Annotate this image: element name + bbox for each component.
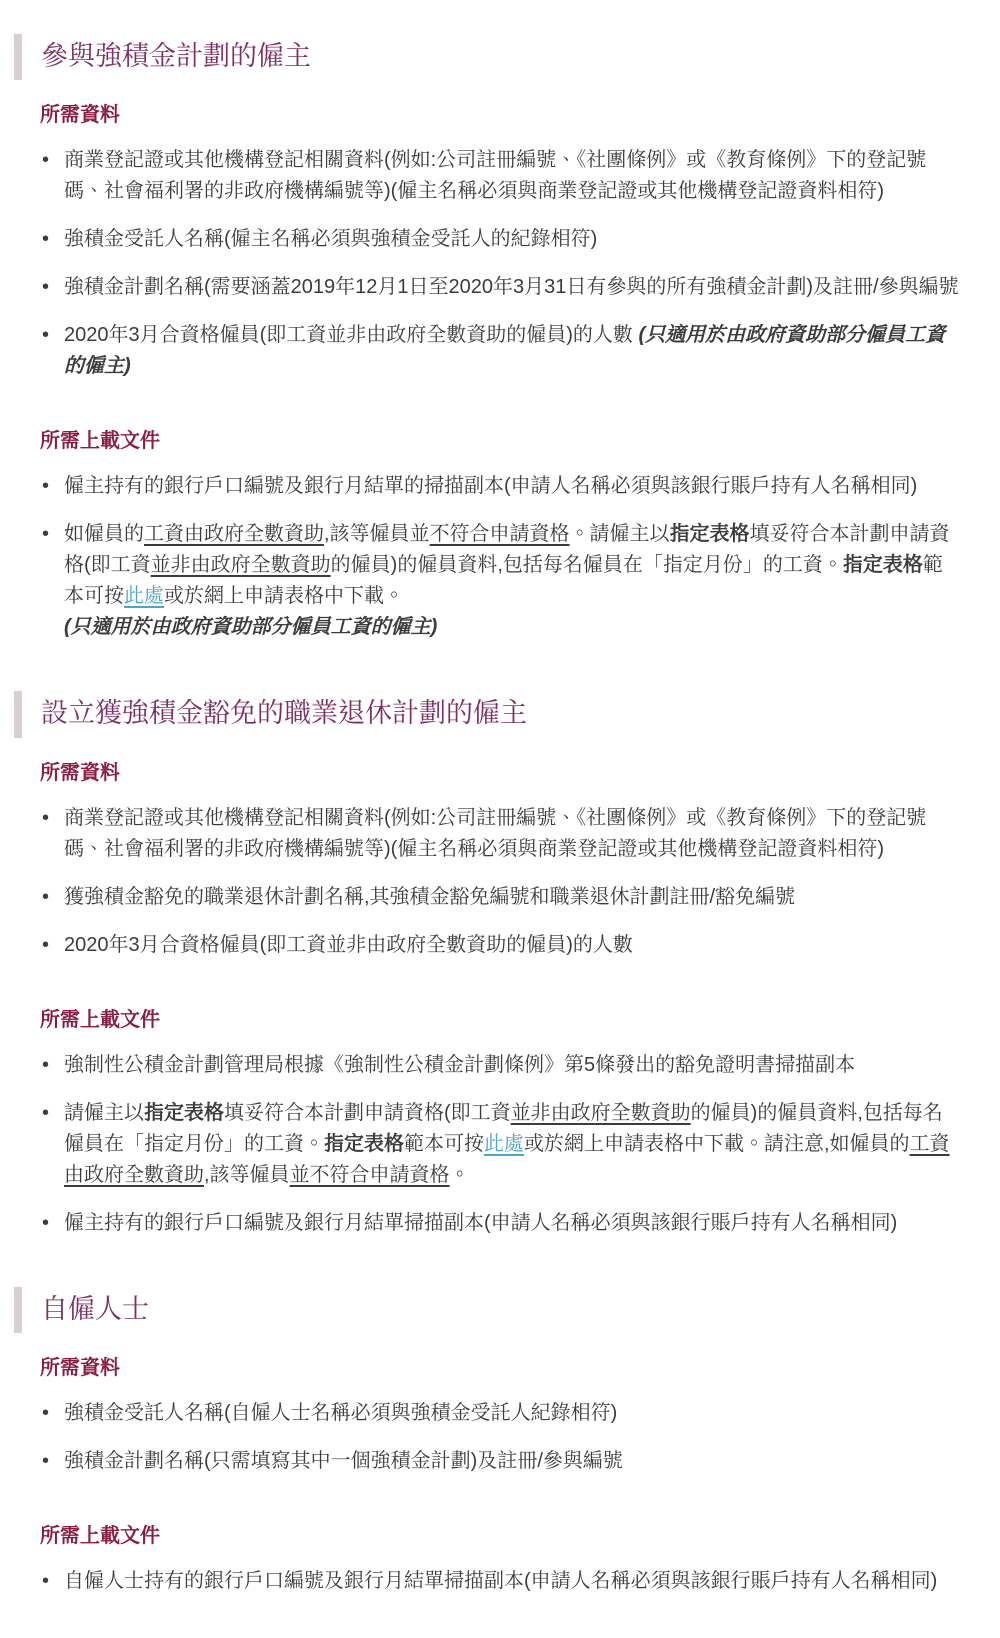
text-segment: 。請僱主以 bbox=[569, 523, 670, 546]
list-item bbox=[40, 882, 962, 913]
list-item bbox=[40, 1398, 962, 1429]
text-segment: 。 bbox=[449, 1163, 470, 1186]
list-item bbox=[40, 1566, 962, 1597]
text-segment: 強積金受託人名稱(自僱人士名稱必須與強積金受託人紀錄相符) bbox=[64, 1402, 618, 1425]
text-segment: 不符合申請資格 bbox=[429, 523, 570, 546]
text-segment: 範本可按 bbox=[404, 1132, 484, 1155]
inline-link[interactable]: 此處 bbox=[484, 1132, 524, 1155]
section-title: 自僱人士 bbox=[41, 1293, 149, 1324]
text-segment: ,該等僱員並 bbox=[324, 523, 430, 546]
section-heading bbox=[14, 1287, 962, 1333]
list-item bbox=[40, 1446, 962, 1477]
required-info-list bbox=[40, 145, 962, 382]
text-segment: 自僱人士持有的銀行戶口編號及銀行月結單掃描副本(申請人名稱必須與該銀行賬戶持有人名稱相同) bbox=[64, 1570, 938, 1593]
subheading-required-uploads: 所需上載文件 bbox=[40, 430, 160, 453]
required-uploads-list bbox=[40, 1050, 962, 1239]
required-uploads-list bbox=[40, 471, 962, 643]
list-item bbox=[40, 471, 962, 502]
text-segment: 強積金計劃名稱(需要涵蓋2019年12月1日至2020年3月31日有參與的所有強積金計劃)及註冊/參與編號 bbox=[64, 276, 959, 299]
subheading-required-info: 所需資料 bbox=[40, 761, 120, 784]
list-item bbox=[40, 224, 962, 255]
text-segment: 僱主持有的銀行戶口編號及銀行月結單的掃描副本(申請人名稱必須與該銀行賬戶持有人名稱相同) bbox=[64, 475, 918, 498]
required-uploads-list bbox=[40, 1566, 962, 1597]
text-segment: 強制性公積金計劃管理局根據《強制性公積金計劃條例》第5條發出的豁免證明書掃描副本 bbox=[64, 1053, 856, 1076]
list-item bbox=[40, 1208, 962, 1239]
text-segment: 商業登記證或其他機構登記相關資料(例如:公司註冊編號、《社團條例》或《教育條例》下的登記號碼、社會福利署的非政府機構編號等)(僱主名稱必須與商業登記證或其他機構登記證資料相符) bbox=[64, 149, 927, 203]
text-segment: (只適用於由政府資助部分僱員工資的僱主) bbox=[64, 616, 438, 639]
text-segment: ,該等僱員 bbox=[204, 1163, 290, 1186]
section-self-employed bbox=[0, 1287, 962, 1597]
text-segment: 並非由政府全數資助 bbox=[510, 1101, 691, 1124]
inline-link[interactable]: 此處 bbox=[124, 585, 164, 608]
list-item bbox=[40, 519, 962, 643]
text-segment: 如僱員的 bbox=[64, 523, 144, 546]
subheading-required-uploads: 所需上載文件 bbox=[40, 1525, 160, 1548]
text-segment: (只適用於由政府資助部分僱員工資的僱主) bbox=[64, 324, 946, 378]
list-item bbox=[40, 1050, 962, 1081]
list-item bbox=[40, 1098, 962, 1191]
text-segment: 獲強積金豁免的職業退休計劃名稱,其強積金豁免編號和職業退休計劃註冊/豁免編號 bbox=[64, 885, 796, 908]
text-segment: 或於網上申請表格中下載。 bbox=[164, 585, 404, 608]
text-segment: 請僱主以 bbox=[64, 1101, 144, 1124]
subheading-required-info: 所需資料 bbox=[40, 104, 120, 127]
text-segment: 填妥符合本計劃申請資格(即工資 bbox=[64, 523, 950, 577]
text-segment: 的僱員)的僱員資料,包括每名僱員在「指定月份」的工資。 bbox=[330, 554, 843, 577]
text-segment: 僱主持有的銀行戶口編號及銀行月結單掃描副本(申請人名稱必須與該銀行賬戶持有人名稱相同) bbox=[64, 1211, 898, 1234]
section-title: 參與強積金計劃的僱主 bbox=[41, 41, 311, 71]
list-item bbox=[40, 145, 962, 207]
text-segment: 的僱員)的僱員資料,包括每名僱員在「指定月份」的工資。 bbox=[64, 1101, 943, 1155]
list-item bbox=[40, 320, 962, 382]
text-segment: 指定表格 bbox=[324, 1132, 404, 1155]
text-segment: 範本可按 bbox=[64, 554, 943, 608]
section-title: 設立獲強積金豁免的職業退休計劃的僱主 bbox=[41, 698, 527, 729]
text-segment: 指定表格 bbox=[842, 554, 923, 577]
text-segment: 並不符合申請資格 bbox=[289, 1163, 450, 1186]
list-item bbox=[40, 803, 962, 865]
subheading-required-info: 所需資料 bbox=[40, 1357, 120, 1380]
text-segment: 指定表格 bbox=[144, 1101, 224, 1124]
text-segment: 工資由政府全數資助 bbox=[64, 1132, 950, 1186]
text-segment: 2020年3月合資格僱員(即工資並非由政府全數資助的僱員)的人數 bbox=[64, 933, 633, 956]
required-info-list bbox=[40, 803, 962, 961]
text-segment: 或於網上申請表格中下載。請注意,如僱員的 bbox=[524, 1132, 910, 1155]
section-mpf-scheme-employers bbox=[0, 34, 962, 643]
list-item bbox=[40, 272, 962, 303]
text-segment: 強積金受託人名稱(僱主名稱必須與強積金受託人的紀錄相符) bbox=[64, 228, 598, 251]
text-segment: 強積金計劃名稱(只需填寫其中一個強積金計劃)及註冊/參與編號 bbox=[64, 1450, 623, 1473]
required-info-list bbox=[40, 1398, 962, 1477]
section-orso-scheme-employers bbox=[0, 691, 962, 1238]
section-heading bbox=[14, 34, 962, 80]
section-heading bbox=[14, 691, 962, 737]
text-segment: 2020年3月合資格僱員(即工資並非由政府全數資助的僱員)的人數 bbox=[64, 324, 639, 347]
text-segment: 並非由政府全數資助 bbox=[150, 554, 331, 577]
text-segment: 填妥符合本計劃申請資格(即工資 bbox=[224, 1101, 511, 1124]
text-segment: 商業登記證或其他機構登記相關資料(例如:公司註冊編號、《社團條例》或《教育條例》下的登記號碼、社會福利署的非政府機構編號等)(僱主名稱必須與商業登記證或其他機構登記證資料相符) bbox=[64, 806, 927, 860]
text-segment: 指定表格 bbox=[669, 523, 750, 546]
subheading-required-uploads: 所需上載文件 bbox=[40, 1008, 160, 1031]
list-item bbox=[40, 930, 962, 961]
text-segment: 工資由政府全數資助 bbox=[144, 523, 324, 546]
